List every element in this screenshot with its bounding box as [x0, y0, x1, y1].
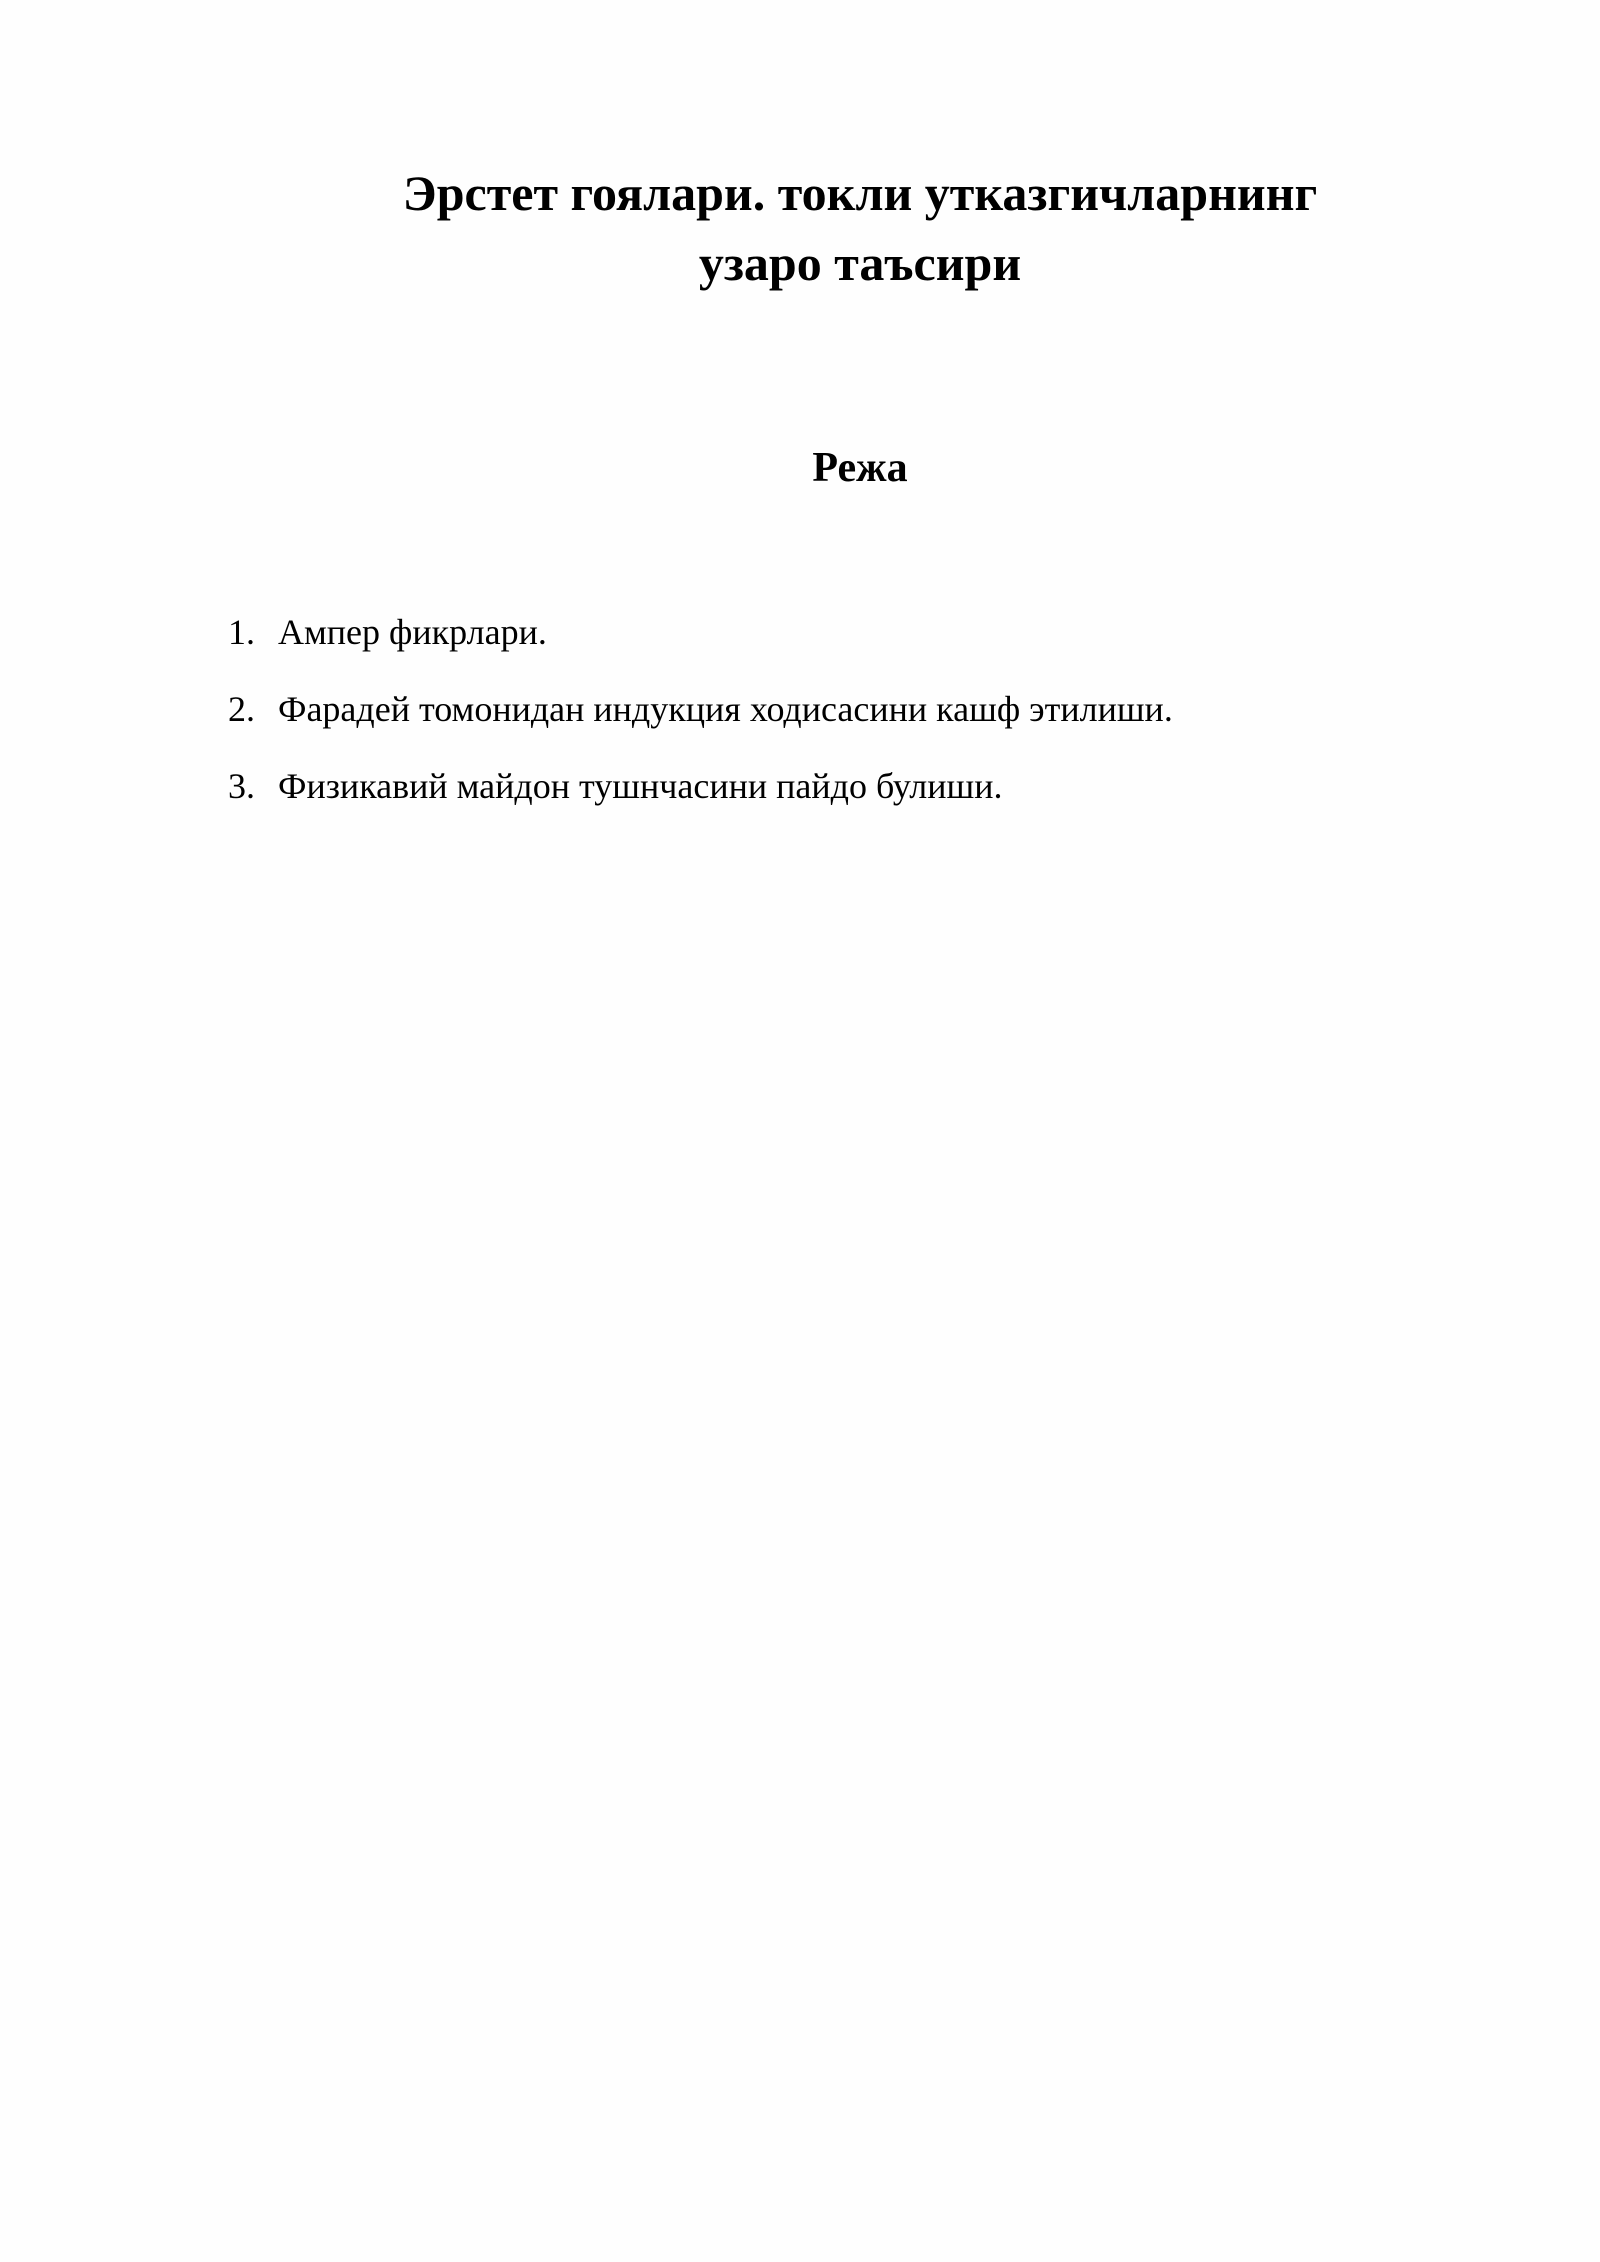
plan-item-number: 3. [228, 766, 255, 806]
page-title [240, 158, 1480, 298]
plan-item-text: Физикавий майдон тушнчасини пайдо булиши. [278, 766, 1003, 806]
plan-item [228, 608, 1173, 656]
plan-item-number: 2. [228, 689, 255, 729]
plan-heading: Режа [812, 445, 908, 491]
plan-item [228, 762, 1173, 810]
title-line-2: узаро таъсири [698, 235, 1022, 291]
plan-item-text: Ампер фикрлари. [278, 612, 547, 652]
title-line-1: Эрстет гоялари. токли утказгичларнинг [402, 165, 1318, 221]
plan-item-number: 1. [228, 612, 255, 652]
plan-item [228, 685, 1173, 733]
plan-list [228, 608, 1173, 839]
plan-item-text: Фарадей томонидан индукция ходисасини кашф этилиши. [278, 689, 1173, 729]
